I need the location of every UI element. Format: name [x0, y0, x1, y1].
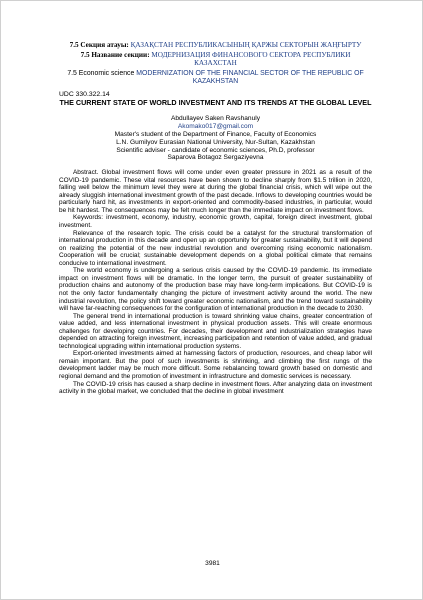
author-name: Abdullayev Saken Ravshanuly — [170, 115, 261, 123]
paper-title: THE CURRENT STATE OF WORLD INVESTMENT AND ITS TRENDS AT THE GLOBAL LEVEL — [59, 98, 372, 108]
scientific-adviser: Scientific adviser - candidate of economic sciences, Ph.D, professor — [116, 146, 315, 154]
section-header-ru — [59, 51, 372, 67]
keywords-text: investment, economy, industry, economic growth, capital, foreign direct investment, global investment. — [59, 214, 372, 230]
section-title-ru: МОДЕРНИЗАЦИЯ ФИНАНСОВОГО СЕКТОРА РЕСПУБЛИКИ КАЗАХСТАН — [151, 51, 351, 68]
body-paragraph: The world economy is undergoing a serious crisis caused by the COVID-19 pandemic. Its immediate impact on investment flows will be dramatic. In the longer term, the pursuit of greater sustainability of production chains and autonomy of the production base may have long-term implications. But COVID-19 is not the only factor fundamentally changing the picture of investment activity around the world. The new industrial revolution, the policy shift toward greater economic nationalism, and the trend toward sustainability will have far-reaching consequences for the configuration of international production in the decade to 2030. — [59, 267, 372, 313]
udc-code: UDC 330.322.14 — [59, 91, 110, 99]
keywords-paragraph — [59, 214, 372, 229]
section-header-en — [59, 70, 372, 86]
body-paragraph: Export-oriented investments aimed at harnessing factors of production, resources, and cheap labor will remain important. But the pool of such investments is shrinking, and climbing the first rungs of the development ladder may be much more difficult. Some rebalancing toward growth based on domestic and regional demand and the promotion of investment in infrastructure and domestic services is necessary. — [59, 350, 372, 380]
author-email[interactable]: Akomako017@gmail.com — [177, 123, 254, 131]
section-label-ru: 7.5 Название секции: — [80, 51, 150, 60]
page-number: 3981 — [205, 560, 220, 567]
section-title-en: MODERNIZATION OF THE FINANCIAL SECTOR OF THE REPUBLIC OF KAZAKHSTAN — [136, 69, 364, 85]
author-block — [59, 115, 372, 162]
author-affiliation-2: L.N. Gumilyov Eurasian National University, Nur-Sultan, Kazakhstan — [116, 138, 315, 146]
adviser-name: Saparova Botagoz Sergaziyevna — [167, 154, 264, 162]
section-header-kz — [59, 41, 372, 49]
author-affiliation-1: Master's student of the Department of Finance, Faculty of Economics — [114, 131, 317, 139]
section-title-kz: ҚАЗАҚСТАН РЕСПУБЛИКАСЫНЫҢ ҚАРЖЫ СЕКТОРЫН ЖАҢҒЫРТУ — [130, 41, 362, 49]
section-label-kz: 7.5 Секция атауы: — [69, 41, 129, 49]
abstract-text: Global investment flows will come under even greater pressure in 2021 as a result of the COVID-19 pandemic. These vital resources have been shown to decline sharply from $1.5 trillion in 2020, falling well below the minimum level they were at during the global financial crisis, which will wipe out the already sluggish international investment growth of the past decade. Inflows to developing countries would be particularly hard hit, as investments in export-oriented and commodity-based industries, in particular, would be hit hardest. The consequences may be felt much longer than the immediate impact on investment flows. — [59, 169, 372, 214]
body-paragraph: The COVID-19 crisis has caused a sharp decline in investment flows. After analyzing data on investment activity in the global market, we concluded that the decline in global investment — [59, 380, 372, 396]
keywords-label: Keywords: — [73, 214, 104, 222]
abstract-paragraph — [59, 169, 372, 214]
section-label-en: 7.5 Economic science — [67, 69, 135, 77]
body-paragraph: Relevance of the research topic. The crisis could be a catalyst for the structural transformation of international production in this decade and open up an opportunity for greater sustainability, but it will depend on realizing the potential of the new industrial revolution and overcoming rising economic nationalism. Cooperation will be crucial; sustainable development depends on a global political climate that remains conducive to international investment. — [59, 229, 372, 267]
page-content — [59, 41, 372, 396]
body-paragraph: The general trend in international production is toward shrinking value chains, greater concentration of value added, and less international investment in physical production assets. This will create enormous challenges for developing countries. For decades, their development and industrialization strategies have depended on attracting foreign investment, increasing participation and retention of value added, and gradual technological upgrading within international production systems. — [59, 312, 372, 350]
abstract-label: Abstract. — [73, 169, 99, 177]
paper-body — [59, 169, 372, 395]
